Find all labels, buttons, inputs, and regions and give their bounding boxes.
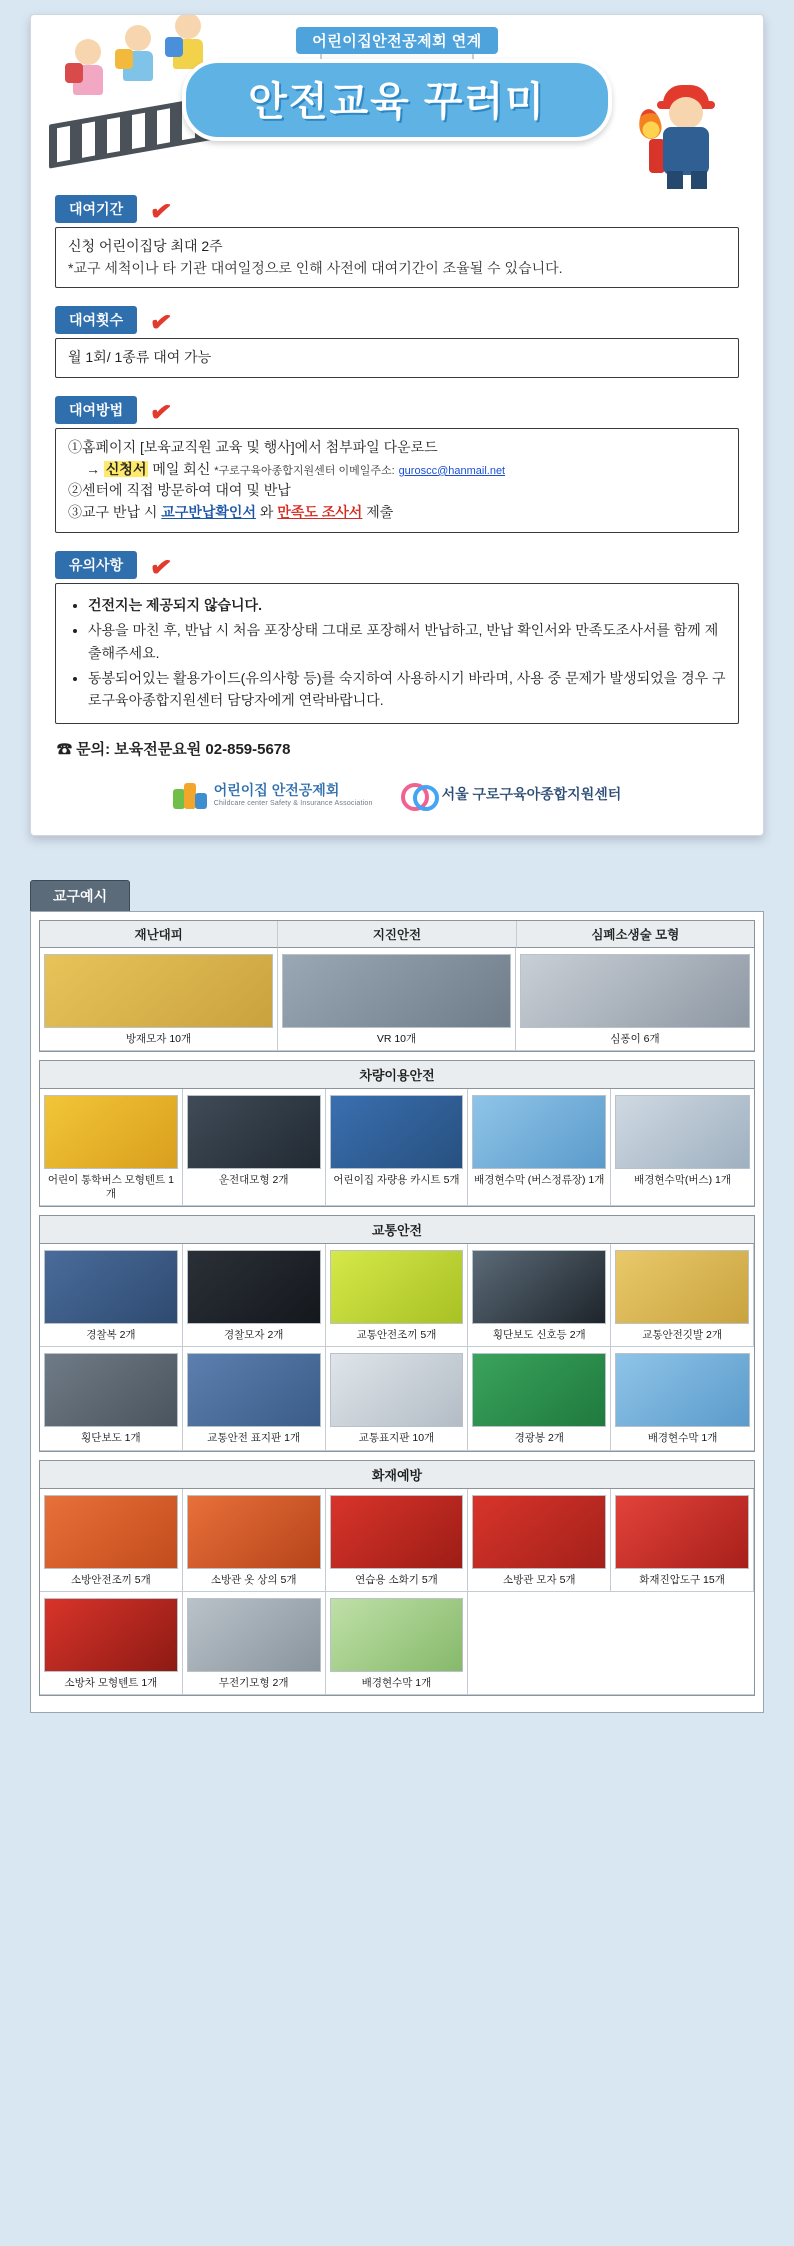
- firefighter-illustration: [645, 79, 741, 189]
- item-caption: 어린이 통학버스 모형텐트 1개: [47, 1173, 174, 1201]
- item-photo: [187, 1353, 321, 1427]
- group-title: 차량이용안전: [40, 1061, 754, 1089]
- section-rental-period: [55, 195, 739, 288]
- method-step-4-pre: ③교구 반납 시: [68, 504, 158, 521]
- list-item-empty: [468, 1592, 611, 1695]
- item-caption: 화재진압도구 15개: [639, 1573, 725, 1586]
- satisfaction-survey-doc: 만족도 조사서: [277, 504, 363, 521]
- footer-logos: [49, 779, 745, 809]
- item-caption: 심퐁이 6개: [610, 1032, 660, 1045]
- blocks-icon: [173, 779, 207, 809]
- list-item: [468, 1089, 611, 1206]
- safety-association-logo: [173, 779, 373, 809]
- item-caption: 배경현수막 1개: [361, 1676, 432, 1689]
- item-photo: [330, 1598, 464, 1672]
- item-caption: 어린이집 자량용 카시트 5개: [333, 1173, 460, 1186]
- list-item: [468, 1489, 611, 1592]
- list-item: [611, 1089, 754, 1206]
- list-item: [40, 1489, 183, 1592]
- item-photo: [520, 954, 750, 1028]
- section-header-label: 대여방법: [55, 396, 137, 424]
- list-item: [326, 1347, 469, 1450]
- item-caption: 횡단보도 신호등 2개: [492, 1329, 586, 1342]
- list-item: [326, 1592, 469, 1695]
- item-caption: 소방안전조끼 5개: [71, 1573, 151, 1586]
- item-caption: 교통표지판 10개: [358, 1432, 435, 1445]
- poster-header-art: [49, 27, 745, 177]
- item-photo: [44, 1353, 178, 1427]
- item-photo: [615, 1495, 749, 1569]
- logo2-name: 서울 구로구육아종합지원센터: [441, 785, 622, 802]
- section-rental-count: [55, 306, 739, 378]
- item-photo: [472, 1095, 606, 1169]
- item-caption: 연습용 소화기 5개: [355, 1573, 438, 1586]
- item-photo: [44, 1598, 178, 1672]
- method-step-4-post: 제출: [366, 504, 394, 521]
- item-photo: [330, 1353, 464, 1427]
- list-item: [326, 1244, 469, 1347]
- poster: [30, 14, 764, 836]
- logo1-name: 어린이집 안전공제회: [213, 782, 340, 799]
- flame-icon: [637, 107, 664, 140]
- list-item: [468, 1244, 611, 1347]
- group-title: 화재예방: [40, 1461, 754, 1489]
- email-address-link[interactable]: guroscc@hanmail.net: [398, 464, 506, 477]
- arrow-icon: →: [86, 460, 100, 477]
- list-item: [278, 948, 516, 1051]
- item-grid: [40, 948, 754, 1051]
- list-item-empty: [611, 1592, 754, 1695]
- item-photo: [615, 1353, 750, 1427]
- group-disaster: [39, 920, 755, 1052]
- contact-phone: ☎ 문의: 보육전문요원 02-859-5678: [57, 740, 291, 758]
- group-subheaders: [40, 921, 754, 948]
- list-item: [326, 1489, 469, 1592]
- item-photo: [330, 1095, 464, 1169]
- item-caption: 경찰복 2개: [86, 1329, 136, 1342]
- equipment-sheet: [30, 880, 764, 1713]
- item-photo: [44, 1250, 178, 1324]
- page-title: 안전교육 꾸러미: [182, 59, 612, 141]
- rings-icon: [401, 781, 435, 807]
- item-caption: 횡단보도 1개: [81, 1432, 141, 1445]
- item-grid: [40, 1244, 754, 1450]
- section-body: [55, 583, 739, 724]
- item-photo: [187, 1495, 321, 1569]
- check-mark-icon: ✔: [147, 306, 174, 339]
- list-item: [40, 1244, 183, 1347]
- list-item: [183, 1347, 326, 1450]
- section-precautions: [55, 551, 739, 724]
- item-caption: 소방차 모형텐트 1개: [64, 1676, 158, 1689]
- item-caption: 무전기모형 2개: [218, 1676, 289, 1689]
- check-mark-icon: ✔: [147, 194, 174, 228]
- list-item: • 동봉되어있는 활용가이드(유의사항 등)를 숙지하여 사용하시기 바라며, 사용 중 문제가 발생되었을 경우 구로구육아종합지원센터 담당자에게 연락바랍니다.: [88, 667, 726, 712]
- subheader-label: 지진안전: [278, 921, 516, 948]
- item-photo: [44, 1495, 178, 1569]
- list-item: • 건전지는 제공되지 않습니다.: [88, 594, 726, 616]
- group-title: 교통안전: [40, 1216, 754, 1244]
- item-caption: 배경현수막 1개: [647, 1432, 718, 1445]
- list-item: • 사용을 마친 후, 반납 시 처음 포장상태 그대로 포장해서 반납하고, 반납 확인서와 만족도조사서를 함께 제출해주세요.: [88, 619, 726, 664]
- group-fire-prevention: [39, 1460, 755, 1696]
- section-header-label: 대여기간: [55, 195, 137, 223]
- email-note: *구로구육아종합지원센터 이메일주소:: [214, 464, 395, 477]
- item-caption: 소방관 옷 상의 5개: [210, 1573, 297, 1586]
- item-caption: 운전대모형 2개: [218, 1173, 289, 1186]
- method-step-2-rest: 메일 회신: [152, 460, 211, 477]
- sheet-tab-label: 교구예시: [30, 880, 130, 911]
- list-item: [183, 1244, 326, 1347]
- list-item: [611, 1347, 754, 1450]
- association-line: 어린이집안전공제회 연계: [296, 27, 498, 54]
- guro-center-logo: [401, 781, 622, 807]
- sheet-body: [30, 911, 764, 1713]
- method-step-1: ①홈페이지 [보육교직원 교육 및 행사]에서 첨부파일 다운로드: [68, 439, 438, 456]
- check-mark-icon: ✔: [147, 550, 174, 584]
- item-caption: 교통안전조끼 5개: [356, 1329, 437, 1342]
- list-item: [326, 1089, 469, 1206]
- rental-period-note: *교구 세척이나 타 기관 대여일정으로 인해 사전에 대여기간이 조율될 수 있습니다.: [68, 259, 563, 276]
- item-caption: 배경현수막(버스) 1개: [634, 1173, 732, 1186]
- poster-title-band: [182, 27, 612, 141]
- item-photo: [330, 1250, 464, 1324]
- subheader-label: 심폐소생술 모형: [517, 921, 754, 948]
- section-header-label: 대여횟수: [55, 306, 137, 334]
- item-photo: [472, 1353, 606, 1427]
- item-photo: [330, 1495, 464, 1569]
- application-form-highlight: 신청서: [105, 460, 147, 477]
- item-grid: [40, 1089, 754, 1206]
- list-item: [183, 1089, 326, 1206]
- group-vehicle-safety: [39, 1060, 755, 1207]
- item-photo: [187, 1598, 321, 1672]
- item-photo: [472, 1495, 606, 1569]
- section-body: [55, 338, 739, 378]
- list-item: [40, 948, 278, 1051]
- list-item: [183, 1489, 326, 1592]
- item-photo: [187, 1250, 321, 1324]
- item-caption: 경광봉 2개: [514, 1432, 564, 1445]
- item-caption: 방재모자 10개: [125, 1032, 192, 1045]
- section-body: [55, 428, 739, 533]
- group-traffic-safety: [39, 1215, 755, 1451]
- list-item: [183, 1592, 326, 1695]
- item-photo: [187, 1095, 321, 1169]
- return-confirm-doc: 교구반납확인서: [161, 504, 256, 521]
- list-item: [468, 1347, 611, 1450]
- logo1-subtitle: Childcare center Safety & Insurance Association: [213, 800, 373, 808]
- item-caption: 교통안전 표지판 1개: [207, 1432, 301, 1445]
- item-photo: [44, 1095, 178, 1169]
- list-item: [40, 1592, 183, 1695]
- precaution-list: [68, 594, 726, 712]
- method-step-3: ②센터에 직접 방문하여 대여 및 반납: [68, 482, 291, 499]
- rental-count-line: 월 1회/ 1종류 대여 가능: [68, 349, 212, 366]
- item-grid: [40, 1489, 754, 1695]
- item-caption: VR 10개: [376, 1032, 417, 1045]
- item-photo: [44, 954, 273, 1028]
- list-item: [516, 948, 754, 1051]
- section-header-label: 유의사항: [55, 551, 137, 579]
- item-caption: 소방관 모자 5개: [503, 1573, 576, 1586]
- section-body: [55, 227, 739, 288]
- item-photo: [472, 1250, 606, 1324]
- item-photo: [615, 1095, 750, 1169]
- item-caption: 경찰모자 2개: [223, 1329, 284, 1342]
- check-mark-icon: ✔: [147, 395, 174, 429]
- rental-period-line1: 신청 어린이집당 최대 2주: [68, 238, 223, 254]
- item-caption: 교통안전깃발 2개: [642, 1329, 722, 1342]
- page-root: [0, 14, 794, 1713]
- item-photo: [615, 1250, 749, 1324]
- item-photo: [282, 954, 511, 1028]
- item-caption: 배경현수막 (버스정류장) 1개: [474, 1173, 605, 1186]
- list-item: [611, 1489, 754, 1592]
- list-item: [40, 1347, 183, 1450]
- section-rental-method: [55, 396, 739, 533]
- method-step-4-mid: 와: [259, 504, 274, 521]
- subheader-label: 재난대피: [40, 921, 278, 948]
- list-item: [40, 1089, 183, 1206]
- list-item: [611, 1244, 754, 1347]
